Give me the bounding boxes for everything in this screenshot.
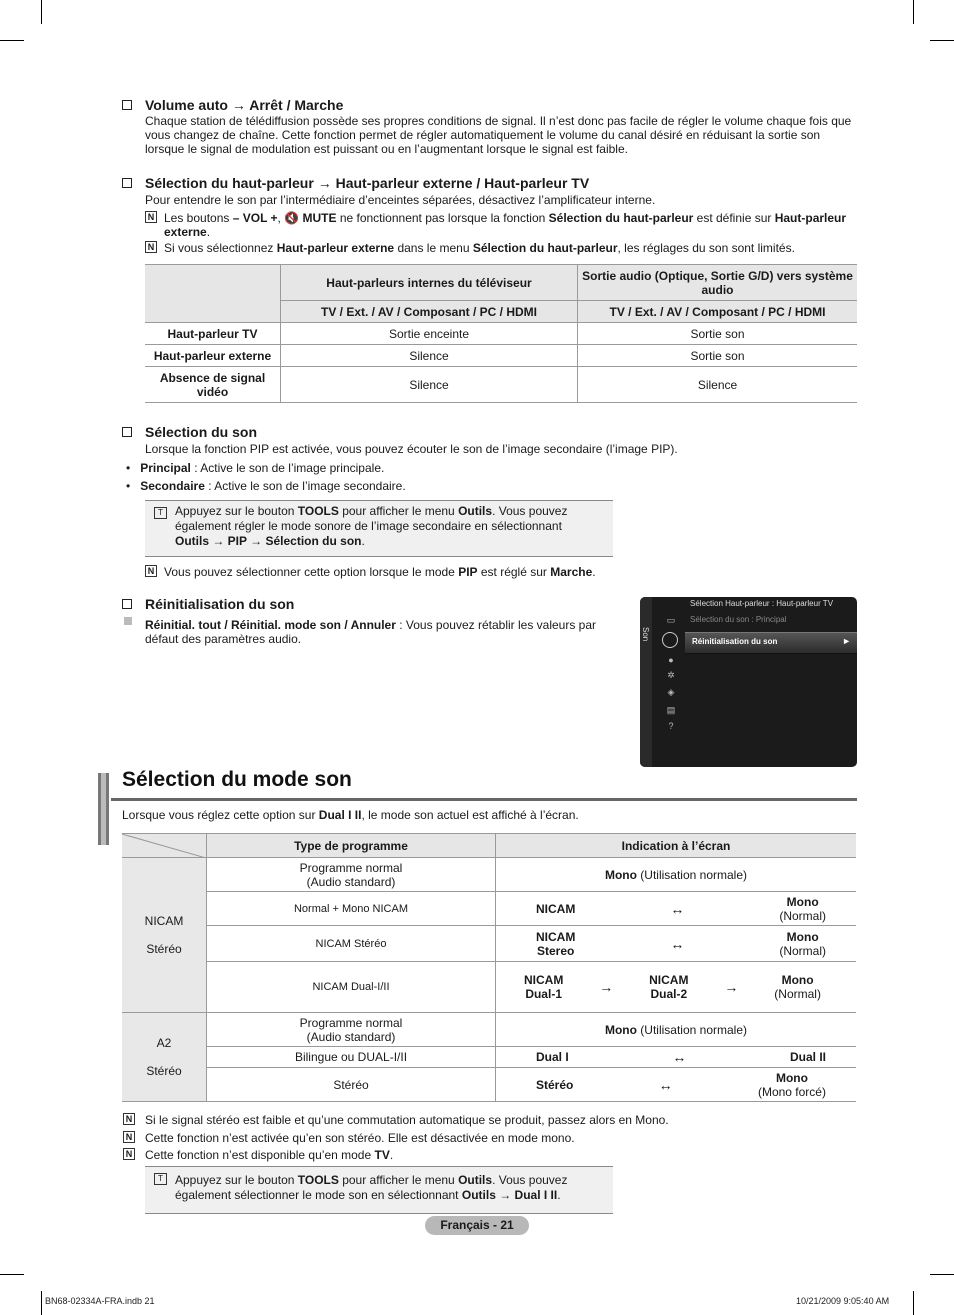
page-title: Sélection du mode son — [122, 768, 352, 791]
checkbox-bullet-icon — [122, 427, 132, 437]
double-arrow-icon: ↔ — [658, 1076, 673, 1093]
note-stereo-weak: N Si le signal stéréo est faible et qu’une commutation automatique se produit, passez alors en Mono. — [123, 1113, 838, 1127]
list-item: • Principal : Active le son de l’image principale. — [126, 461, 385, 475]
arrow-right-icon: ► — [842, 636, 851, 646]
table-row: Normal + Mono NICAM NICAM ↔ Mono (Normal) — [122, 892, 856, 926]
note-stereo-only: N Cette fonction n’est activée qu’en son stéréo. Elle est désactivée en mode mono. — [123, 1131, 838, 1145]
section-title-speaker-select: Sélection du haut-parleur → Haut-parleur externe / Haut-parleur TV — [122, 175, 589, 191]
double-arrow-icon: ↔ — [670, 935, 685, 952]
note-icon: N — [123, 1148, 135, 1160]
table-subheader: TV / Ext. / AV / Composant / PC / HDMI — [281, 301, 578, 323]
sound-icon — [662, 632, 678, 648]
note-icon: N — [145, 211, 157, 223]
group-a2: A2 Stéréo — [122, 1013, 207, 1102]
note-icon: N — [123, 1131, 135, 1143]
table-header: Sortie audio (Optique, Sortie G/D) vers système audio — [578, 265, 858, 301]
remote-tools-icon: T — [154, 1173, 167, 1185]
note-pip: N Vous pouvez sélectionner cette option lorsque le mode PIP est réglé sur Marche. — [145, 565, 860, 579]
table-corner — [122, 834, 207, 858]
osd-item-speaker-select[interactable]: Sélection Haut-parleur : Haut-parleur TV — [690, 599, 834, 608]
checkbox-bullet-icon — [122, 100, 132, 110]
checkbox-bullet-icon — [122, 178, 132, 188]
table-row: NICAM Stéréo NICAM Stereo ↔ Mono (Normal) — [122, 926, 856, 962]
table-row: NICAM Dual-I/II NICAM Dual-1 → NICAM Dual-2 → Mono (Normal) — [122, 962, 856, 1013]
input-icon: ◈ — [667, 687, 675, 697]
double-arrow-icon: ↔ — [670, 900, 685, 917]
channel-icon: ● — [668, 655, 674, 665]
arrow-right-icon: → — [724, 979, 739, 995]
table-header: Type de programme — [207, 834, 496, 858]
speaker-table — [145, 264, 857, 403]
checkbox-bullet-icon — [122, 599, 132, 609]
arrow-right-icon: → — [599, 979, 614, 995]
note-icon: N — [145, 565, 157, 577]
section-title-sound-select: Sélection du son — [122, 424, 257, 440]
note-vol-mute: N Les boutons – VOL +, 🔇 MUTE ne fonctionnent pas lorsque la fonction Sélection du haut-parleur est définie sur Haut-parleur externe. — [145, 211, 860, 239]
table-header: Haut-parleurs internes du téléviseur — [281, 265, 578, 301]
table-row: Haut-parleur TV Sortie enceinte Sortie son — [145, 323, 857, 345]
table-row: A2 Stéréo Programme normal (Audio standard) Mono (Utilisation normale) — [122, 1013, 856, 1047]
table-row: Stéréo Stéréo ↔ Mono (Mono forcé) — [122, 1068, 856, 1102]
remote-tools-icon: T — [154, 507, 167, 519]
section-title-volume-auto: Volume auto → Arrêt / Marche — [122, 97, 343, 113]
section-body-speaker-select: Pour entendre le son par l’intermédiaire d’enceintes séparées, désactivez l’amplificateur interne. — [145, 193, 656, 207]
section-title-sound-reset: Réinitialisation du son — [122, 596, 294, 612]
setup-icon: ✲ — [667, 670, 675, 680]
support-icon: ? — [668, 721, 674, 731]
osd-side-tab: Son — [640, 597, 652, 767]
osd-icon-column — [655, 605, 689, 755]
note-tv-only: N Cette fonction n’est disponible qu’en mode TV. — [123, 1148, 838, 1162]
list-item: • Secondaire : Active le son de l’image secondaire. — [126, 479, 406, 493]
section-body-sound-select: Lorsque la fonction PIP est activée, vous pouvez écouter le son de l’image secondaire (l’image PIP). — [145, 442, 678, 456]
section-body-sound-reset: Réinitial. tout / Réinitial. mode son / Annuler : Vous pouvez rétablir les valeurs par défaut des paramètres audio. — [145, 618, 597, 646]
table-header: Indication à l’écran — [496, 834, 857, 858]
table-corner — [145, 265, 281, 323]
application-icon: ▤ — [666, 705, 676, 715]
table-row: Absence de signal vidéo Silence Silence — [145, 367, 857, 403]
tools-tip-box: T Appuyez sur le bouton TOOLS pour afficher le menu Outils. Vous pouvez également régler le mode sonore de l’image secondaire en sélectionnant Outils → PIP → Sélection du son. — [145, 500, 613, 557]
note-external-speaker: N Si vous sélectionnez Haut-parleur externe dans le menu Sélection du haut-parleur, les réglages du son sont limités. — [145, 241, 860, 255]
osd-item-sound-select[interactable]: Sélection du son : Principal — [690, 615, 787, 624]
footer-date: 10/21/2009 9:05:40 AM — [796, 1296, 890, 1306]
osd-item-sound-reset[interactable]: Réinitialisation du son ► — [685, 632, 857, 654]
table-subheader: TV / Ext. / AV / Composant / PC / HDMI — [578, 301, 858, 323]
table-row: NICAM Stéréo Programme normal (Audio standard) Mono (Utilisation normale) — [122, 858, 856, 892]
square-bullet-icon — [124, 617, 132, 625]
sound-mode-table — [122, 833, 856, 1102]
table-row: Bilingue ou DUAL-I/II Dual I ↔ Dual II — [122, 1047, 856, 1068]
double-arrow-icon: ↔ — [672, 1049, 687, 1065]
footer-file: BN68-02334A-FRA.indb 21 — [45, 1296, 155, 1306]
table-row: Haut-parleur externe Silence Sortie son — [145, 345, 857, 367]
tv-osd-menu — [640, 597, 857, 767]
section-body-volume-auto: Chaque station de télédiffusion possède ses propres conditions de signal. Il n’est donc pas facile de régler le volume chaque fois que vous changez de chaîne. Cette fonction permet de régler automatiquement le volume du canal désiré en réduisant la sortie son lorsque le signal de modulation est puissant ou en l’augmentant lorsque le signal est faible. — [145, 114, 852, 156]
note-icon: N — [123, 1113, 135, 1125]
group-nicam: NICAM Stéréo — [122, 858, 207, 1013]
diagonal-divider — [122, 834, 206, 858]
page-number-badge: Français - 21 — [425, 1216, 529, 1235]
note-icon: N — [145, 241, 157, 253]
picture-icon: ▭ — [666, 615, 676, 625]
heading-rule — [111, 798, 857, 801]
tools-tip-box: T Appuyez sur le bouton TOOLS pour afficher le menu Outils. Vous pouvez également sélectionner le mode son en sélectionnant Outils → Dual I II. — [145, 1166, 613, 1214]
heading-decoration — [98, 773, 109, 845]
intro-text: Lorsque vous réglez cette option sur Dual I II, le mode son actuel est affiché à l’écran. — [122, 808, 579, 822]
